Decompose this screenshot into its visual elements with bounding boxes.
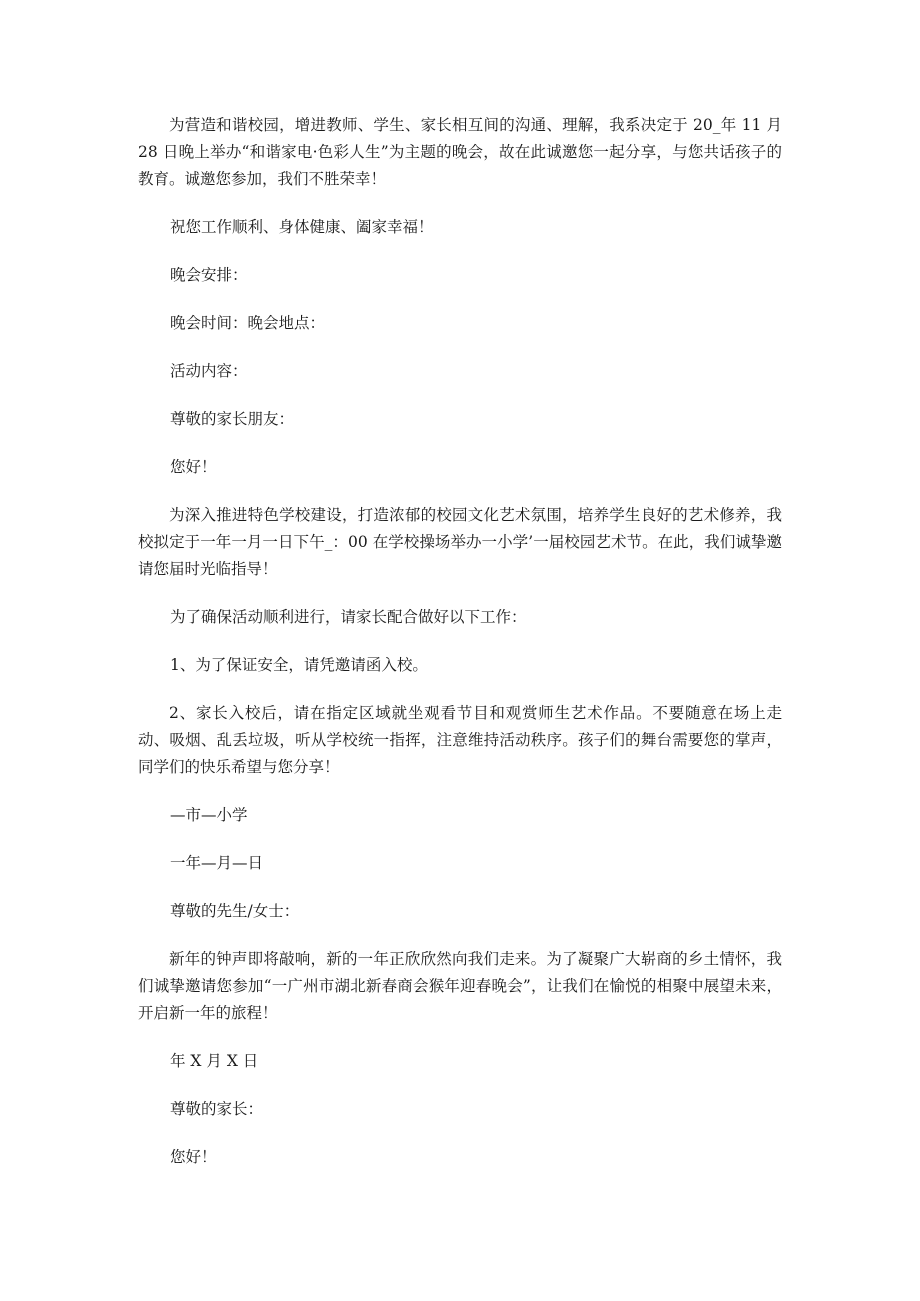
paragraph-wishes: 祝您工作顺利、身体健康、阖家幸福！	[170, 218, 434, 236]
paragraph-arrangement-heading: 晚会安排：	[170, 266, 248, 284]
paragraph-new-year-invitation: 新年的钟声即将敲响，新的一年正欣欣然向我们走来。为了凝聚广大崭商的乡土情怀，我们诚挚邀请您参加“一广州市湖北新春商会猴年迎春晚会”，让我们在愉悦的相聚中展望未来，开启新一年的旅程！	[138, 950, 782, 1022]
paragraph-time-place: 晚会时间：晚会地点：	[170, 314, 326, 332]
paragraph-salutation-parents-friends: 尊敬的家长朋友：	[170, 410, 295, 428]
list-item-2: 2、家长入校后，请在指定区域就坐观看节目和观赏师生艺术作品。不要随意在场上走动、吸烟、乱丢垃圾，听从学校统一指挥，注意维持活动秩序。孩子们的舞台需要您的掌声，同学们的快乐希望与您分享！	[138, 704, 782, 776]
paragraph-date-line: 一年—月—日	[170, 854, 264, 872]
paragraph-date-placeholder: 年 X 月 X 日	[170, 1052, 259, 1070]
paragraph-salutation-sir-madam: 尊敬的先生/女士：	[170, 902, 300, 920]
paragraph-school-signature: —市—小学	[170, 806, 248, 824]
paragraph-salutation-parents: 尊敬的家长：	[170, 1100, 264, 1118]
paragraph-activity-content: 活动内容：	[170, 362, 248, 380]
paragraph-party-invitation: 为营造和谐校园，增进教师、学生、家长相互间的沟通、理解，我系决定于 20_年 11 月 28 日晚上举办“和谐家电·色彩人生”为主题的晚会，故在此诚邀您一起分享，与您共话孩子的教育。诚邀您参加，我们不胜荣幸！	[138, 116, 782, 188]
paragraph-art-festival: 为深入推进特色学校建设，打造浓郁的校园文化艺术氛围，培养学生良好的艺术修养，我校拟定于一年一月一日下午_：00 在学校操场举办一小学’一届校园艺术节。在此，我们诚挚邀请您届时光临指导！	[138, 506, 782, 578]
paragraph-greeting-final: 您好！	[170, 1148, 217, 1166]
paragraph-greeting: 您好！	[170, 458, 217, 476]
paragraph-cooperation-intro: 为了确保活动顺利进行，请家长配合做好以下工作：	[170, 608, 527, 626]
list-item-1: 1、为了保证安全，请凭邀请函入校。	[170, 656, 428, 674]
